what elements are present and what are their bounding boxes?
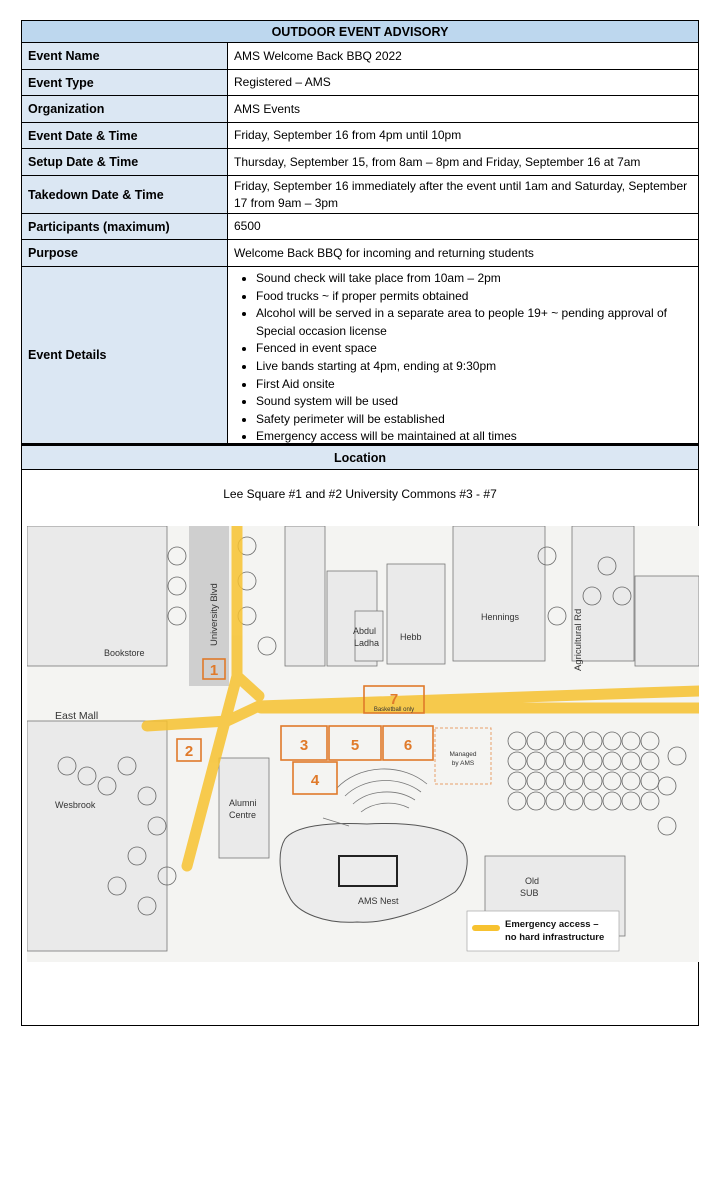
details-value bbox=[228, 267, 698, 443]
row-value: AMS Events bbox=[234, 101, 301, 116]
legend-label: Emergency access – bbox=[505, 919, 599, 930]
wesbrook-label: Wesbrook bbox=[55, 800, 96, 810]
row-label: Purpose bbox=[22, 240, 228, 266]
east-mall-label: East Mall bbox=[55, 710, 99, 722]
row-value: AMS Welcome Back BBQ 2022 bbox=[234, 48, 402, 63]
list-item: • Alcohol will be served in a separate area to people 19+ ~ pending approval of Special occasion license bbox=[256, 305, 692, 340]
list-item: • Emergency access will be maintained at all times bbox=[256, 428, 692, 446]
list-item: • Food trucks ~ if proper permits obtained bbox=[256, 288, 692, 306]
managed-label: Managed bbox=[449, 751, 477, 758]
location-caption: Lee Square #1 and #2 University Commons #3 - #7 bbox=[223, 487, 497, 501]
row-setup-date bbox=[21, 149, 699, 176]
university-blvd-label: University Blvd bbox=[209, 583, 220, 646]
row-label: Setup Date & Time bbox=[22, 149, 228, 175]
row-event-date bbox=[21, 123, 699, 149]
location-header: Location bbox=[21, 444, 699, 470]
alumni-centre-label: Centre bbox=[229, 810, 257, 820]
row-event-type bbox=[21, 70, 699, 96]
hennings-building bbox=[453, 526, 545, 661]
advisory-sheet bbox=[21, 20, 699, 1026]
agricultural-rd-label: Agricultural Rd bbox=[573, 608, 584, 671]
row-value: 6500 bbox=[234, 219, 261, 233]
abdul-ladha-label: Ladha bbox=[354, 638, 380, 648]
row-label: Event Type bbox=[22, 70, 228, 95]
row-event-details bbox=[21, 267, 699, 444]
row-event-name bbox=[21, 43, 699, 70]
abdul-ladha-building bbox=[355, 611, 383, 661]
alumni-centre-building bbox=[219, 758, 269, 858]
wesbrook-building bbox=[27, 721, 167, 951]
location-body bbox=[21, 470, 699, 1026]
abdul-ladha-label: Abdul bbox=[353, 626, 377, 636]
zone-label: 3 bbox=[299, 737, 309, 754]
map-legend bbox=[467, 911, 619, 951]
zone-label: 6 bbox=[403, 737, 413, 754]
row-participants bbox=[21, 214, 699, 240]
row-label: Takedown Date & Time bbox=[22, 176, 228, 213]
list-item: • Fenced in event space bbox=[256, 340, 692, 358]
zone-label: 2 bbox=[184, 743, 194, 760]
row-value: Welcome Back BBQ for incoming and returning students bbox=[234, 245, 534, 260]
row-label: Participants (maximum) bbox=[22, 214, 228, 239]
zone-label: 5 bbox=[350, 737, 360, 754]
bookstore-building bbox=[27, 526, 167, 666]
advisory-title: OUTDOOR EVENT ADVISORY bbox=[21, 20, 699, 43]
list-item: • Sound system will be used bbox=[256, 393, 692, 411]
list-item: • Sound check will take place from 10am – 2pm bbox=[256, 270, 692, 288]
row-label: Organization bbox=[22, 96, 228, 122]
row-purpose bbox=[21, 240, 699, 267]
row-label: Event Date & Time bbox=[22, 123, 228, 148]
row-takedown-date bbox=[21, 176, 699, 214]
hennings-label: Hennings bbox=[481, 612, 520, 622]
basketball-note: Basketball only bbox=[373, 707, 415, 713]
hebb-label: Hebb bbox=[400, 632, 422, 642]
ams-nest-label: AMS Nest bbox=[358, 896, 399, 906]
alumni-centre-label: Alumni bbox=[229, 798, 257, 808]
managed-label: by AMS bbox=[451, 760, 475, 767]
old-sub-label: Old bbox=[525, 876, 540, 886]
details-list bbox=[234, 270, 692, 446]
old-sub-label: SUB bbox=[520, 888, 539, 898]
building-block bbox=[285, 526, 325, 666]
row-value: Friday, September 16 from 4pm until 10pm bbox=[234, 128, 462, 142]
row-organization bbox=[21, 96, 699, 123]
row-label: Event Name bbox=[22, 43, 228, 69]
list-item: • First Aid onsite bbox=[256, 376, 692, 394]
list-item: • Live bands starting at 4pm, ending at 9:30pm bbox=[256, 358, 692, 376]
zone-label: 1 bbox=[209, 662, 219, 679]
legend-label: no hard infrastructure bbox=[505, 932, 605, 943]
list-item: • Safety perimeter will be established bbox=[256, 411, 692, 429]
building-block bbox=[635, 576, 699, 666]
bookstore-label: Bookstore bbox=[104, 648, 145, 658]
row-value: Registered – AMS bbox=[234, 75, 331, 89]
row-label: Event Details bbox=[22, 267, 228, 443]
row-value: Friday, September 16 immediately after the event until 1am and Saturday, September 17 from 9am – 3pm bbox=[234, 178, 688, 210]
hebb-building bbox=[387, 564, 445, 664]
zone-label: 4 bbox=[310, 772, 320, 789]
site-map bbox=[27, 526, 699, 962]
row-value: Thursday, September 15, from 8am – 8pm and Friday, September 16 at 7am bbox=[234, 154, 641, 169]
zone-label: 7 bbox=[389, 691, 399, 708]
